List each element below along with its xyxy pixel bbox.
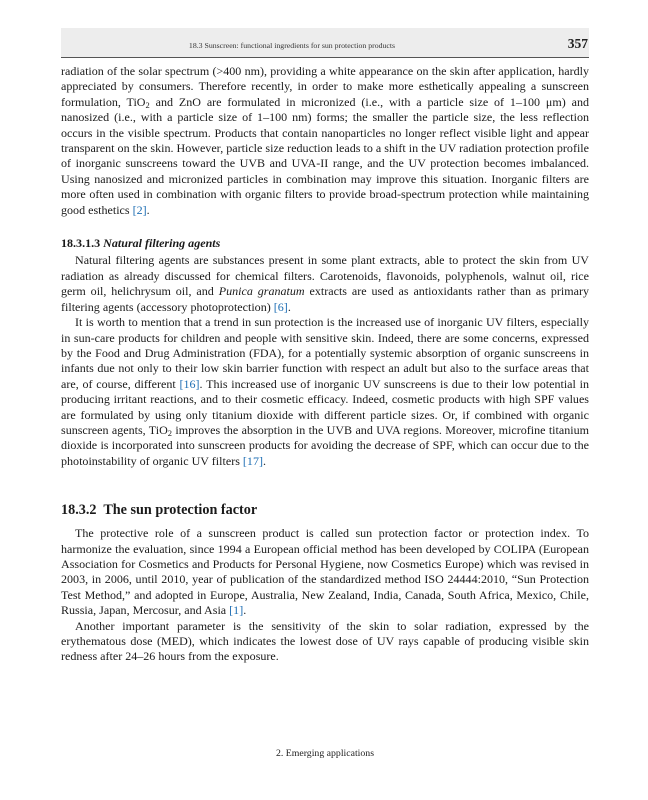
citation-link[interactable]: [1] [229,603,244,618]
citation-link[interactable]: [2] [132,202,147,217]
section-heading-sun-protection-factor: 18.3.2 The sun protection factor [61,502,258,519]
citation-link[interactable]: [6] [273,299,288,314]
citation-link[interactable]: [17] [242,453,263,468]
section-heading-natural-filtering-agents: 18.3.1.3 Natural filtering agents [61,236,221,251]
citation-link[interactable]: [16] [179,376,200,391]
page-body [61,64,589,665]
paragraph-natural-agents: Natural filtering agents are substances present in some plant extracts, able to protect the skin from UV radiation as already discussed for chemical filters. Carotenoids, flavonoids, polyphenols, walnut oil, rice germ oil, helichrysum oil, and Punica granatum extracts are used as antioxidants rather than as primary filtering agents (accessory photoprotection) [6]. [61,253,589,314]
running-title: 18.3 Sunscreen: functional ingredients for sun protection products [188,41,396,50]
page-number: 357 [567,36,588,51]
paragraph-med: Another important parameter is the sensitivity of the skin to solar radiation, expressed by the erythematous dose (MED), which indicates the lowest dose of UV rays capable of producing visible skin redness after 24–26 hours from the exposure. [61,618,589,664]
footer-part-label: 2. Emerging applications [275,748,375,759]
paragraph-spf-method: The protective role of a sunscreen product is called sun protection factor or protection index. To harmonize the evaluation, since 1994 a European official method has been developed by COLIPA (European Association for Cosmetics and Products for Personal Hygiene, now Cosmetics Europe) which was revised in 2003, in 2006, until 2010, year of publication of the standardized method ISO 24444:2010, “Sun Protection Test Method,” and adopted in Europe, Australia, New Zealand, India, Canada, South Africa, Mexico, Chile, Russia, Japan, Mercosur, and Asia [1]. [61,526,589,618]
header-rule [61,57,589,58]
paragraph-inorganic-trend: It is worth to mention that a trend in sun protection is the increased use of inorganic UV filters, especially in sun-care products for children and people with sensitive skin. Indeed, there are some concerns, expressed by the Food and Drug Administration (FDA), for a potentially systemic absorption of organic sunscreens in infants due not only to their low skin barrier function with respect an adult but also to the surface areas that are, of course, different [16]. This increased use of inorganic UV sunscreens is due to their low potential in producing irritant reactions, and to their cosmetic efficacy. Indeed, cosmetic products with high SPF values are formulated by using only titanium dioxide with different particle sizes. Or, if combined with organic sunscreen agents, TiO$_2$ improves the absorption in the UVB and UVA regions. Moreover, microfine titanium dioxide is incorporated into sunscreen products for avoiding the decrease of SPF, which can occur due to the photoinstability of organic UV filters [17]. [61,315,589,468]
paragraph-inorganic-filters: radiation of the solar spectrum (>400 nm), providing a white appearance on the skin after application, hardly appreciated by consumers. Therefore recently, in order to make more esthetically appealing a sunscreen formulation, TiO$_2$ and ZnO are formulated in micronized (i.e., with a particle size of 1–100 μm) and nanosized (i.e., with a particle size of 1–100 nm) forms; the smaller the particle size, the less reflection occurs in the visible spectrum. Products that contain nanoparticles no longer reflect visible light and appear transparent on the skin. However, particle size reduction leads to a shift in the UV radiation protection profile of inorganic sunscreens toward the UVB and UVA-II range, and the UV protection becomes imbalanced. Using nanosized and micronized particles in combination may improve this situation. Inorganic filters are more often used in combination with organic filters to provide broad-spectrum protection while maintaining good esthetics [2]. [61,64,589,217]
